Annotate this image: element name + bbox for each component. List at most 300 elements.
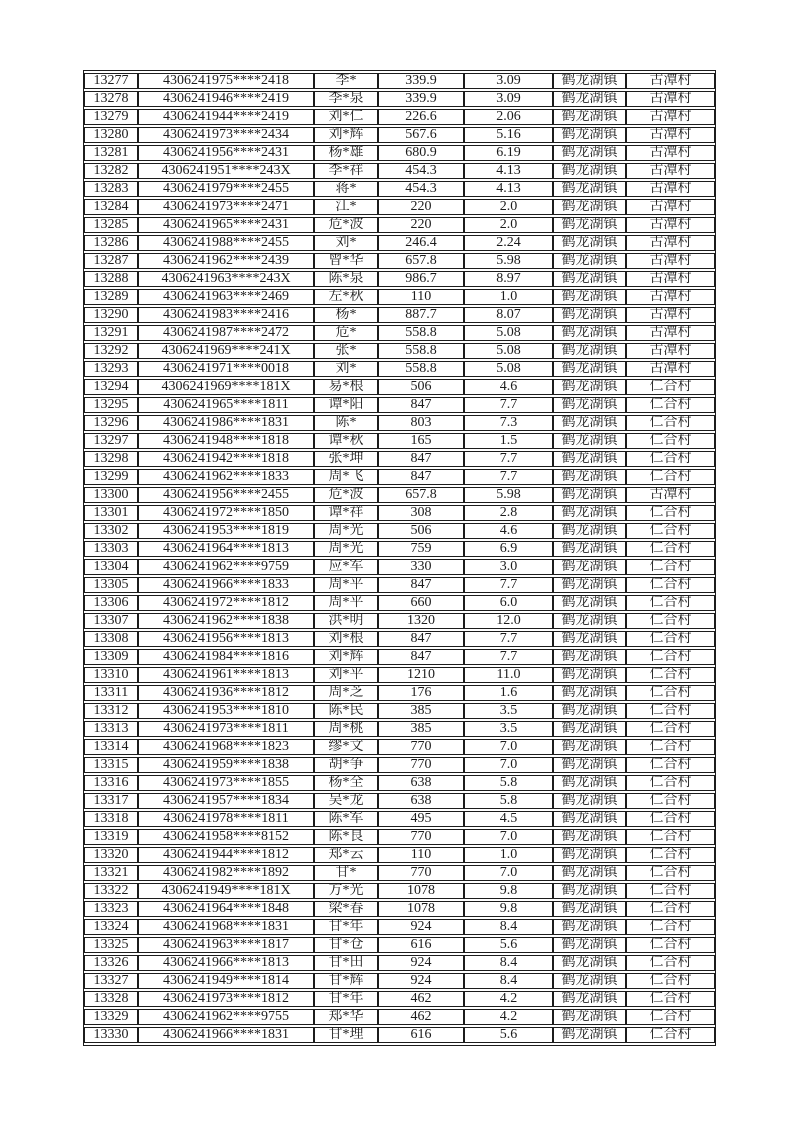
cell-sequence-number: 13301: [84, 505, 138, 521]
cell-id-number: 4306241944****2419: [138, 109, 314, 125]
cell-village: 仁合村: [626, 721, 715, 737]
table-row: [84, 775, 715, 791]
cell-id-number: 4306241966****1813: [138, 955, 314, 971]
cell-village: 仁合村: [626, 577, 715, 593]
table-row: [84, 1027, 715, 1043]
cell-amount: 506: [378, 523, 464, 539]
cell-id-number: 4306241973****2471: [138, 199, 314, 215]
cell-amount: 226.6: [378, 109, 464, 125]
cell-area: 2.24: [464, 235, 553, 251]
cell-amount: 339.9: [378, 73, 464, 89]
cell-person-name: 杨*雄: [314, 145, 378, 161]
cell-person-name: 甘*: [314, 865, 378, 881]
cell-area: 1.0: [464, 847, 553, 863]
cell-id-number: 4306241944****1812: [138, 847, 314, 863]
cell-sequence-number: 13298: [84, 451, 138, 467]
cell-village: 古潭村: [626, 307, 715, 323]
cell-sequence-number: 13280: [84, 127, 138, 143]
cell-amount: 657.8: [378, 253, 464, 269]
cell-village: 仁合村: [626, 415, 715, 431]
cell-area: 7.7: [464, 397, 553, 413]
cell-sequence-number: 13304: [84, 559, 138, 575]
cell-person-name: 应*军: [314, 559, 378, 575]
cell-id-number: 4306241936****1812: [138, 685, 314, 701]
cell-amount: 924: [378, 973, 464, 989]
table-row: [84, 1009, 715, 1025]
cell-village: 仁合村: [626, 397, 715, 413]
cell-area: 2.06: [464, 109, 553, 125]
cell-person-name: 陈*良: [314, 829, 378, 845]
cell-person-name: 刘*根: [314, 631, 378, 647]
cell-id-number: 4306241984****1816: [138, 649, 314, 665]
cell-person-name: 刘*辉: [314, 127, 378, 143]
cell-area: 7.0: [464, 757, 553, 773]
cell-sequence-number: 13314: [84, 739, 138, 755]
cell-sequence-number: 13291: [84, 325, 138, 341]
cell-sequence-number: 13294: [84, 379, 138, 395]
cell-person-name: 刘*: [314, 235, 378, 251]
cell-town: 鹤龙湖镇: [553, 955, 626, 971]
cell-town: 鹤龙湖镇: [553, 523, 626, 539]
cell-person-name: 郑*华: [314, 1009, 378, 1025]
cell-town: 鹤龙湖镇: [553, 181, 626, 197]
table-row: [84, 487, 715, 503]
cell-sequence-number: 13318: [84, 811, 138, 827]
cell-amount: 462: [378, 1009, 464, 1025]
table-row: [84, 523, 715, 539]
cell-area: 12.0: [464, 613, 553, 629]
cell-id-number: 4306241959****1838: [138, 757, 314, 773]
cell-id-number: 4306241949****1814: [138, 973, 314, 989]
cell-area: 5.08: [464, 325, 553, 341]
table-row: [84, 865, 715, 881]
table-row: [84, 793, 715, 809]
cell-town: 鹤龙湖镇: [553, 721, 626, 737]
table-row: [84, 433, 715, 449]
cell-amount: 220: [378, 217, 464, 233]
cell-id-number: 4306241983****2416: [138, 307, 314, 323]
cell-village: 古潭村: [626, 145, 715, 161]
cell-village: 仁合村: [626, 649, 715, 665]
cell-town: 鹤龙湖镇: [553, 145, 626, 161]
cell-amount: 770: [378, 829, 464, 845]
table-row: [84, 631, 715, 647]
cell-area: 3.0: [464, 559, 553, 575]
table-row: [84, 127, 715, 143]
cell-amount: 385: [378, 703, 464, 719]
table-row: [84, 757, 715, 773]
cell-town: 鹤龙湖镇: [553, 811, 626, 827]
cell-village: 仁合村: [626, 667, 715, 683]
cell-area: 2.0: [464, 217, 553, 233]
cell-town: 鹤龙湖镇: [553, 631, 626, 647]
cell-town: 鹤龙湖镇: [553, 991, 626, 1007]
cell-person-name: 周*光: [314, 523, 378, 539]
cell-amount: 770: [378, 739, 464, 755]
cell-area: 8.97: [464, 271, 553, 287]
cell-person-name: 方*光: [314, 883, 378, 899]
cell-id-number: 4306241971****0018: [138, 361, 314, 377]
table-row: [84, 811, 715, 827]
cell-sequence-number: 13282: [84, 163, 138, 179]
cell-village: 古潭村: [626, 343, 715, 359]
table-row: [84, 955, 715, 971]
cell-area: 3.5: [464, 703, 553, 719]
cell-village: 仁合村: [626, 937, 715, 953]
cell-id-number: 4306241966****1833: [138, 577, 314, 593]
cell-area: 7.7: [464, 577, 553, 593]
cell-area: 4.13: [464, 163, 553, 179]
cell-amount: 657.8: [378, 487, 464, 503]
cell-sequence-number: 13290: [84, 307, 138, 323]
cell-town: 鹤龙湖镇: [553, 127, 626, 143]
cell-area: 1.0: [464, 289, 553, 305]
cell-amount: 847: [378, 631, 464, 647]
cell-area: 6.0: [464, 595, 553, 611]
cell-sequence-number: 13322: [84, 883, 138, 899]
cell-sequence-number: 13299: [84, 469, 138, 485]
cell-area: 7.0: [464, 829, 553, 845]
cell-sequence-number: 13308: [84, 631, 138, 647]
cell-amount: 847: [378, 577, 464, 593]
cell-area: 9.8: [464, 883, 553, 899]
cell-person-name: 甘*仓: [314, 937, 378, 953]
cell-town: 鹤龙湖镇: [553, 595, 626, 611]
cell-sequence-number: 13319: [84, 829, 138, 845]
cell-person-name: 刘*: [314, 361, 378, 377]
cell-sequence-number: 13312: [84, 703, 138, 719]
cell-sequence-number: 13329: [84, 1009, 138, 1025]
cell-id-number: 4306241964****1813: [138, 541, 314, 557]
cell-person-name: 刘*平: [314, 667, 378, 683]
cell-town: 鹤龙湖镇: [553, 739, 626, 755]
cell-person-name: 李*祥: [314, 163, 378, 179]
cell-town: 鹤龙湖镇: [553, 487, 626, 503]
cell-person-name: 洪*明: [314, 613, 378, 629]
cell-area: 7.7: [464, 631, 553, 647]
cell-town: 鹤龙湖镇: [553, 685, 626, 701]
cell-town: 鹤龙湖镇: [553, 505, 626, 521]
cell-town: 鹤龙湖镇: [553, 451, 626, 467]
cell-town: 鹤龙湖镇: [553, 649, 626, 665]
cell-area: 4.2: [464, 991, 553, 1007]
cell-village: 仁合村: [626, 1027, 715, 1043]
cell-area: 5.08: [464, 361, 553, 377]
cell-area: 1.6: [464, 685, 553, 701]
cell-town: 鹤龙湖镇: [553, 289, 626, 305]
table-row: [84, 595, 715, 611]
cell-village: 仁合村: [626, 811, 715, 827]
cell-person-name: 危*: [314, 325, 378, 341]
cell-area: 5.98: [464, 487, 553, 503]
cell-town: 鹤龙湖镇: [553, 541, 626, 557]
cell-area: 1.5: [464, 433, 553, 449]
cell-area: 6.19: [464, 145, 553, 161]
cell-area: 5.6: [464, 1027, 553, 1043]
cell-town: 鹤龙湖镇: [553, 433, 626, 449]
cell-id-number: 4306241956****2455: [138, 487, 314, 503]
cell-area: 9.8: [464, 901, 553, 917]
cell-sequence-number: 13286: [84, 235, 138, 251]
cell-id-number: 4306241956****1813: [138, 631, 314, 647]
cell-village: 仁合村: [626, 955, 715, 971]
cell-sequence-number: 13309: [84, 649, 138, 665]
cell-id-number: 4306241949****181X: [138, 883, 314, 899]
table-row: [84, 559, 715, 575]
table-row: [84, 829, 715, 845]
cell-area: 5.8: [464, 775, 553, 791]
cell-person-name: 甘*理: [314, 1027, 378, 1043]
table-row: [84, 973, 715, 989]
cell-sequence-number: 13283: [84, 181, 138, 197]
cell-area: 4.6: [464, 379, 553, 395]
cell-sequence-number: 13287: [84, 253, 138, 269]
cell-person-name: 危*波: [314, 487, 378, 503]
cell-town: 鹤龙湖镇: [553, 235, 626, 251]
cell-sequence-number: 13303: [84, 541, 138, 557]
cell-person-name: 陈*民: [314, 703, 378, 719]
cell-person-name: 周*飞: [314, 469, 378, 485]
table-row: [84, 325, 715, 341]
cell-person-name: 郑*云: [314, 847, 378, 863]
cell-village: 古潭村: [626, 361, 715, 377]
cell-area: 8.4: [464, 919, 553, 935]
cell-village: 古潭村: [626, 325, 715, 341]
cell-person-name: 刘*仁: [314, 109, 378, 125]
cell-town: 鹤龙湖镇: [553, 325, 626, 341]
cell-area: 3.09: [464, 73, 553, 89]
cell-amount: 660: [378, 595, 464, 611]
table-row: [84, 415, 715, 431]
cell-village: 仁合村: [626, 1009, 715, 1025]
cell-area: 7.7: [464, 451, 553, 467]
cell-id-number: 4306241982****1892: [138, 865, 314, 881]
cell-amount: 847: [378, 397, 464, 413]
cell-amount: 680.9: [378, 145, 464, 161]
cell-id-number: 4306241969****241X: [138, 343, 314, 359]
cell-id-number: 4306241972****1850: [138, 505, 314, 521]
cell-town: 鹤龙湖镇: [553, 73, 626, 89]
cell-village: 仁合村: [626, 901, 715, 917]
cell-village: 仁合村: [626, 739, 715, 755]
cell-sequence-number: 13330: [84, 1027, 138, 1043]
cell-town: 鹤龙湖镇: [553, 271, 626, 287]
table-row: [84, 685, 715, 701]
cell-sequence-number: 13316: [84, 775, 138, 791]
table-row: [84, 91, 715, 107]
cell-amount: 558.8: [378, 343, 464, 359]
cell-person-name: 周*桃: [314, 721, 378, 737]
cell-amount: 847: [378, 451, 464, 467]
cell-sequence-number: 13289: [84, 289, 138, 305]
cell-person-name: 蒋*: [314, 181, 378, 197]
cell-village: 仁合村: [626, 829, 715, 845]
cell-town: 鹤龙湖镇: [553, 361, 626, 377]
cell-person-name: 刘*辉: [314, 649, 378, 665]
table-row: [84, 217, 715, 233]
cell-amount: 1210: [378, 667, 464, 683]
cell-sequence-number: 13315: [84, 757, 138, 773]
cell-id-number: 4306241956****2431: [138, 145, 314, 161]
cell-sequence-number: 13281: [84, 145, 138, 161]
cell-area: 6.9: [464, 541, 553, 557]
cell-village: 仁合村: [626, 559, 715, 575]
cell-id-number: 4306241979****2455: [138, 181, 314, 197]
cell-id-number: 4306241986****1831: [138, 415, 314, 431]
cell-person-name: 梁*春: [314, 901, 378, 917]
cell-amount: 462: [378, 991, 464, 1007]
table-row: [84, 271, 715, 287]
cell-person-name: 曾*华: [314, 253, 378, 269]
cell-town: 鹤龙湖镇: [553, 775, 626, 791]
cell-sequence-number: 13279: [84, 109, 138, 125]
cell-person-name: 甘*田: [314, 955, 378, 971]
table-row: [84, 469, 715, 485]
cell-person-name: 危*波: [314, 217, 378, 233]
cell-amount: 220: [378, 199, 464, 215]
cell-village: 仁合村: [626, 757, 715, 773]
cell-area: 4.5: [464, 811, 553, 827]
cell-sequence-number: 13300: [84, 487, 138, 503]
cell-id-number: 4306241965****2431: [138, 217, 314, 233]
cell-person-name: 杨*: [314, 307, 378, 323]
table-row: [84, 307, 715, 323]
cell-town: 鹤龙湖镇: [553, 109, 626, 125]
table-row: [84, 397, 715, 413]
cell-village: 古潭村: [626, 253, 715, 269]
cell-person-name: 周*芝: [314, 685, 378, 701]
cell-amount: 176: [378, 685, 464, 701]
cell-sequence-number: 13305: [84, 577, 138, 593]
cell-person-name: 谭*祥: [314, 505, 378, 521]
cell-town: 鹤龙湖镇: [553, 1027, 626, 1043]
cell-amount: 567.6: [378, 127, 464, 143]
cell-town: 鹤龙湖镇: [553, 919, 626, 935]
cell-village: 古潭村: [626, 199, 715, 215]
cell-amount: 887.7: [378, 307, 464, 323]
table-row: [84, 73, 715, 89]
cell-person-name: 缪*文: [314, 739, 378, 755]
cell-id-number: 4306241973****1811: [138, 721, 314, 737]
cell-area: 7.3: [464, 415, 553, 431]
table-row: [84, 505, 715, 521]
cell-sequence-number: 13306: [84, 595, 138, 611]
cell-amount: 924: [378, 955, 464, 971]
cell-village: 仁合村: [626, 505, 715, 521]
cell-amount: 495: [378, 811, 464, 827]
table-row: [84, 991, 715, 1007]
table-row: [84, 919, 715, 935]
cell-area: 11.0: [464, 667, 553, 683]
cell-village: 仁合村: [626, 919, 715, 935]
cell-area: 4.13: [464, 181, 553, 197]
cell-person-name: 谭*秋: [314, 433, 378, 449]
cell-sequence-number: 13293: [84, 361, 138, 377]
cell-sequence-number: 13296: [84, 415, 138, 431]
cell-id-number: 4306241962****9755: [138, 1009, 314, 1025]
table-row: [84, 883, 715, 899]
cell-person-name: 周*平: [314, 577, 378, 593]
cell-town: 鹤龙湖镇: [553, 91, 626, 107]
cell-person-name: 周*平: [314, 595, 378, 611]
table-row: [84, 541, 715, 557]
table-body: [84, 73, 715, 1043]
cell-id-number: 4306241961****1813: [138, 667, 314, 683]
cell-id-number: 4306241962****1838: [138, 613, 314, 629]
cell-village: 仁合村: [626, 883, 715, 899]
cell-town: 鹤龙湖镇: [553, 613, 626, 629]
cell-person-name: 杨*全: [314, 775, 378, 791]
table-row: [84, 181, 715, 197]
cell-town: 鹤龙湖镇: [553, 937, 626, 953]
cell-amount: 803: [378, 415, 464, 431]
table-row: [84, 667, 715, 683]
cell-town: 鹤龙湖镇: [553, 667, 626, 683]
cell-village: 仁合村: [626, 613, 715, 629]
cell-village: 仁合村: [626, 973, 715, 989]
cell-amount: 759: [378, 541, 464, 557]
cell-id-number: 4306241965****1811: [138, 397, 314, 413]
cell-village: 仁合村: [626, 775, 715, 791]
cell-town: 鹤龙湖镇: [553, 883, 626, 899]
cell-village: 仁合村: [626, 523, 715, 539]
cell-person-name: 陈*泉: [314, 271, 378, 287]
cell-sequence-number: 13323: [84, 901, 138, 917]
table-row: [84, 649, 715, 665]
cell-village: 仁合村: [626, 451, 715, 467]
cell-amount: 558.8: [378, 325, 464, 341]
cell-village: 古潭村: [626, 109, 715, 125]
cell-id-number: 4306241962****1833: [138, 469, 314, 485]
cell-town: 鹤龙湖镇: [553, 253, 626, 269]
cell-amount: 770: [378, 865, 464, 881]
cell-person-name: 吴*龙: [314, 793, 378, 809]
cell-id-number: 4306241942****1818: [138, 451, 314, 467]
cell-sequence-number: 13278: [84, 91, 138, 107]
cell-village: 仁合村: [626, 847, 715, 863]
cell-amount: 1078: [378, 901, 464, 917]
cell-amount: 339.9: [378, 91, 464, 107]
cell-town: 鹤龙湖镇: [553, 901, 626, 917]
cell-amount: 924: [378, 919, 464, 935]
cell-id-number: 4306241978****1811: [138, 811, 314, 827]
cell-id-number: 4306241963****2469: [138, 289, 314, 305]
table-row: [84, 937, 715, 953]
cell-town: 鹤龙湖镇: [553, 379, 626, 395]
cell-amount: 110: [378, 847, 464, 863]
cell-area: 5.16: [464, 127, 553, 143]
cell-town: 鹤龙湖镇: [553, 307, 626, 323]
cell-id-number: 4306241973****2434: [138, 127, 314, 143]
cell-id-number: 4306241968****1831: [138, 919, 314, 935]
cell-area: 2.0: [464, 199, 553, 215]
cell-amount: 558.8: [378, 361, 464, 377]
table-row: [84, 253, 715, 269]
cell-sequence-number: 13326: [84, 955, 138, 971]
cell-area: 8.4: [464, 973, 553, 989]
table-row: [84, 739, 715, 755]
cell-sequence-number: 13277: [84, 73, 138, 89]
table-row: [84, 361, 715, 377]
cell-id-number: 4306241946****2419: [138, 91, 314, 107]
table-row: [84, 289, 715, 305]
cell-sequence-number: 13327: [84, 973, 138, 989]
table-row: [84, 163, 715, 179]
cell-village: 仁合村: [626, 703, 715, 719]
cell-id-number: 4306241953****1810: [138, 703, 314, 719]
table-row: [84, 199, 715, 215]
cell-area: 8.4: [464, 955, 553, 971]
